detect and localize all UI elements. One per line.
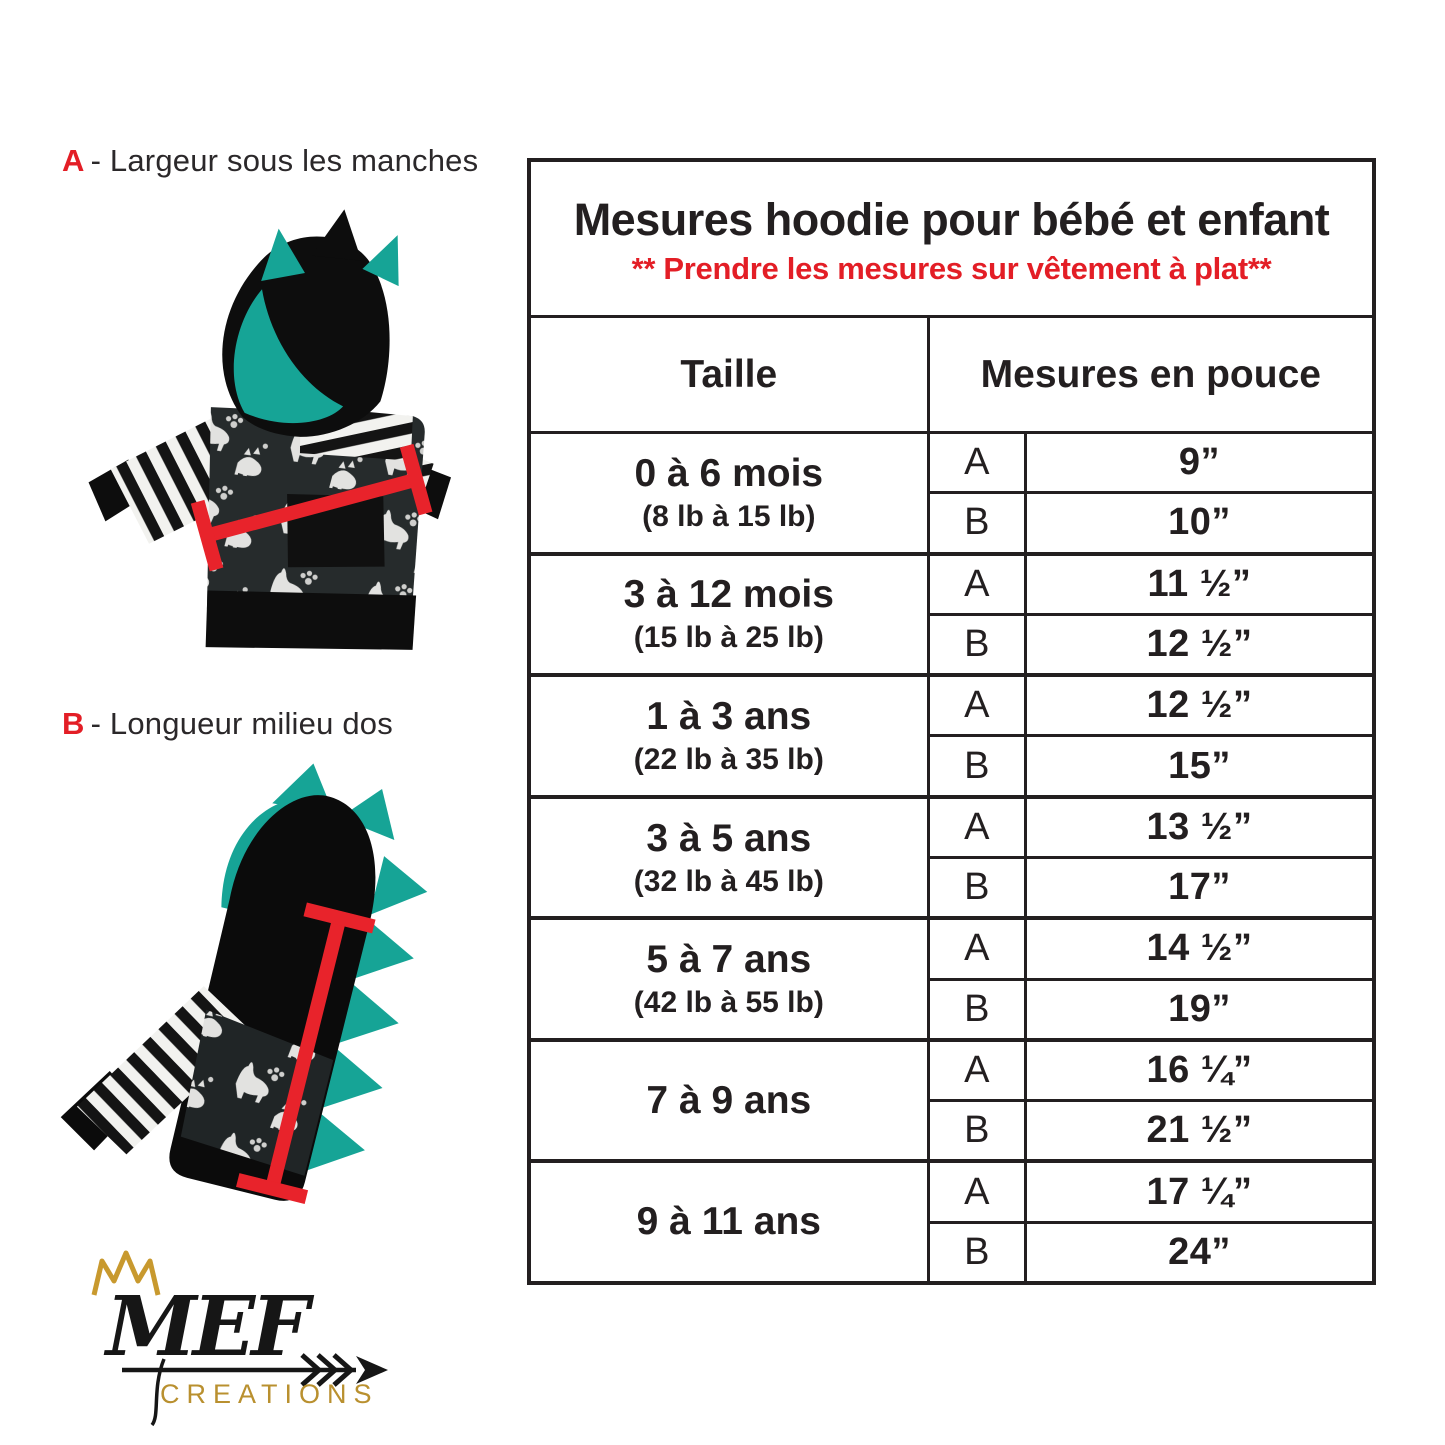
- table-subtitle: ** Prendre les mesures sur vêtement à plat**: [631, 251, 1272, 286]
- size-cell: [531, 1163, 930, 1281]
- measure-letter: B: [930, 737, 1027, 794]
- measure-row-a: [930, 434, 1372, 494]
- measure-value: 12 ½”: [1146, 684, 1253, 727]
- measure-value: 17”: [1168, 866, 1231, 909]
- measure-row-b: [930, 494, 1372, 551]
- weight-label: (42 lb à 55 lb): [633, 986, 824, 1020]
- measure-value: 21 ½”: [1146, 1109, 1253, 1152]
- measure-letter: A: [930, 920, 1027, 977]
- table-header-row: [531, 318, 1372, 434]
- table-row-group: [531, 556, 1372, 678]
- size-cell: [531, 1042, 930, 1160]
- table-title: Mesures hoodie pour bébé et enfant: [573, 194, 1330, 245]
- measure-value: 13 ½”: [1146, 805, 1253, 848]
- measure-letter: B: [930, 859, 1027, 916]
- measure-letter: A: [930, 677, 1027, 734]
- measure-cells: [930, 1042, 1372, 1160]
- annotation-a-label: [62, 143, 478, 179]
- weight-label: (22 lb à 35 lb): [633, 742, 824, 776]
- logo-subtitle-text: CREATIONS: [160, 1379, 379, 1409]
- measure-letter: A: [930, 1163, 1027, 1220]
- size-chart-table: [527, 158, 1376, 1285]
- table-row-group: [531, 799, 1372, 921]
- measure-row-a: [930, 920, 1372, 980]
- measure-cells: [930, 920, 1372, 1038]
- table-row-group: [531, 677, 1372, 799]
- measure-value: 14 ½”: [1146, 927, 1253, 970]
- measure-value: 10”: [1168, 501, 1231, 544]
- measure-letter: B: [930, 616, 1027, 673]
- measure-row-a: [930, 799, 1372, 859]
- measure-value: 16 ¼”: [1146, 1049, 1253, 1092]
- measure-value: 19”: [1168, 987, 1231, 1030]
- weight-label: (32 lb à 45 lb): [633, 864, 824, 898]
- measure-row-b: [930, 981, 1372, 1038]
- measure-row-a: [930, 1163, 1372, 1223]
- column-header-taille: Taille: [531, 318, 930, 431]
- measure-row-a: [930, 677, 1372, 737]
- size-label: 3 à 5 ans: [646, 816, 812, 860]
- annotation-b-label: [62, 706, 393, 742]
- measure-row-a: [930, 1042, 1372, 1102]
- column-header-mesures: Mesures en pouce: [980, 352, 1321, 396]
- measure-row-b: [930, 737, 1372, 794]
- hoodie-front-drawing: [88, 192, 486, 670]
- size-label: 9 à 11 ans: [636, 1200, 821, 1244]
- measure-row-b: [930, 1224, 1372, 1281]
- measure-row-b: [930, 616, 1372, 673]
- hoodie-back-drawing: [54, 760, 455, 1218]
- table-title-block: [531, 162, 1372, 318]
- measure-letter: A: [930, 434, 1027, 491]
- measure-letter: A: [930, 556, 1027, 613]
- annotation-b-text: - Longueur milieu dos: [90, 706, 393, 741]
- size-label: 5 à 7 ans: [646, 938, 812, 982]
- measure-value: 9”: [1178, 441, 1221, 484]
- annotation-a-text: - Largeur sous les manches: [90, 143, 479, 178]
- table-row-group: [531, 434, 1372, 556]
- size-label: 1 à 3 ans: [646, 694, 812, 738]
- weight-label: (15 lb à 25 lb): [633, 621, 824, 655]
- measure-letter: B: [930, 1102, 1027, 1159]
- measure-cells: [930, 434, 1372, 552]
- measure-cells: [930, 677, 1372, 795]
- measure-cells: [930, 556, 1372, 674]
- measure-value: 17 ¼”: [1146, 1170, 1253, 1213]
- hoodie-back-photo: [52, 760, 492, 1240]
- size-cell: [531, 677, 930, 795]
- measure-value: 15”: [1168, 744, 1231, 787]
- measure-letter: A: [930, 799, 1027, 856]
- size-cell: [531, 434, 930, 552]
- measure-letter: B: [930, 1224, 1027, 1281]
- table-row-group: [531, 920, 1372, 1042]
- measure-value: 24”: [1168, 1230, 1231, 1273]
- measure-cells: [930, 799, 1372, 917]
- size-cell: [531, 799, 930, 917]
- measure-letter: A: [930, 1042, 1027, 1099]
- size-label: 3 à 12 mois: [623, 573, 834, 617]
- measure-row-b: [930, 1102, 1372, 1159]
- measure-value: 12 ½”: [1146, 623, 1253, 666]
- measure-letter: B: [930, 494, 1027, 551]
- annotation-b-letter: B: [62, 706, 85, 741]
- brand-logo: [64, 1243, 400, 1428]
- measure-row-a: [930, 556, 1372, 616]
- measure-value: 11 ½”: [1147, 562, 1252, 605]
- measure-cells: [930, 1163, 1372, 1281]
- table-row-group: [531, 1163, 1372, 1281]
- size-label: 0 à 6 mois: [634, 451, 824, 495]
- measure-letter: B: [930, 981, 1027, 1038]
- size-cell: [531, 920, 930, 1038]
- logo-script-text: MEF: [106, 1279, 306, 1375]
- size-label: 7 à 9 ans: [646, 1078, 812, 1122]
- hoodie-front-photo: [88, 192, 488, 670]
- annotation-a-letter: A: [62, 143, 85, 178]
- weight-label: (8 lb à 15 lb): [642, 499, 816, 533]
- size-cell: [531, 556, 930, 674]
- measure-row-b: [930, 859, 1372, 916]
- table-row-group: [531, 1042, 1372, 1164]
